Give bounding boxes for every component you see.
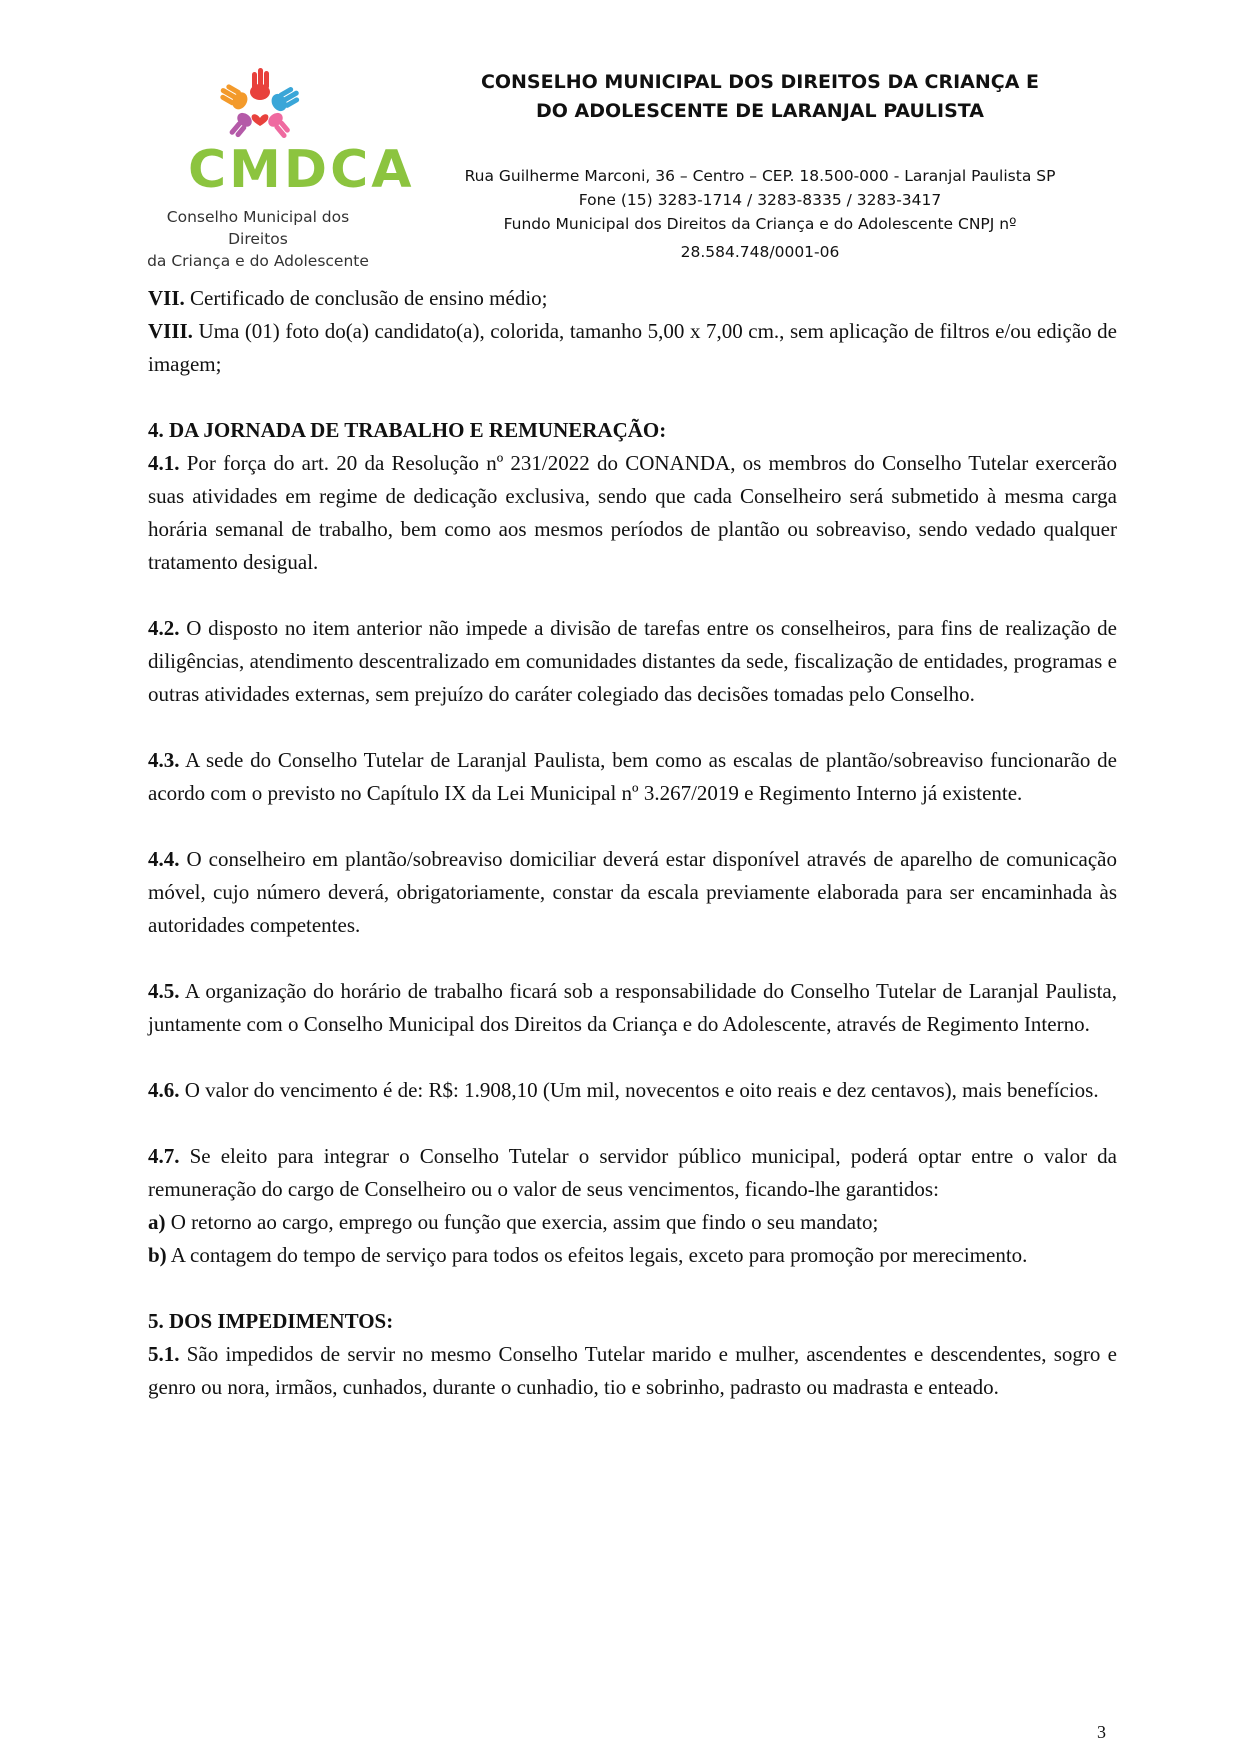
item-label: a) [148,1210,166,1234]
cmdca-logo [138,66,415,270]
logo-subtitle-line: da Criança e do Adolescente [147,252,369,270]
list-item-b [148,1239,1117,1272]
paragraph-label: 4.6. [148,1078,180,1102]
paragraph-4-5 [148,975,1117,1041]
hands-emblem-icon [198,66,318,142]
item-text: Uma (01) foto do(a) candidato(a), colorida, tamanho 5,00 x 7,00 cm., sem aplicação de filtros e/ou edição de imagem; [148,319,1117,376]
item-label: VII. [148,286,185,310]
logo-subtitle [138,206,378,272]
orange-hand-icon [216,82,250,112]
paragraph-text: O valor do vencimento é de: R$: 1.908,10 (Um mil, novecentos e oito reais e dez centavos), mais benefícios. [179,1078,1099,1102]
paragraph-label: 4.2. [148,616,180,640]
paragraph-label: 4.4. [148,847,180,871]
paragraph-4-3 [148,744,1117,810]
phone: Fone (15) 3283-1714 / 3283-8335 / 3283-3417 [578,191,942,209]
paragraph-label: 4.5. [148,979,180,1003]
paragraph-text: A sede do Conselho Tutelar de Laranjal Paulista, bem como as escalas de plantão/sobreaviso funcionarão de acordo com o previsto no Capítulo IX da Lei Municipal nº 3.267/2019 e Regimento Interno já existente. [148,748,1117,805]
paragraph-4-2 [148,612,1117,711]
paragraph-4-1 [148,447,1117,579]
paragraph-text: Por força do art. 20 da Resolução nº 231/2022 do CONANDA, os membros do Conselho Tutelar exercerão suas atividades em regime de dedicação exclusiva, sendo que cada Conselheiro será submetido à mesma carga horária semanal de trabalho, bem como aos mesmos períodos de plantão ou sobreaviso, sendo vedado qualquer tratamento desigual. [148,451,1117,574]
pink-hand-icon [265,110,294,140]
organization-title-line: DO ADOLESCENTE DE LARANJAL PAULISTA [535,100,984,122]
paragraph-4-6 [148,1074,1117,1107]
organization-title-line: CONSELHO MUNICIPAL DOS DIREITOS DA CRIANÇA E [480,71,1040,93]
section-5-title: 5. DOS IMPEDIMENTOS: [148,1309,394,1333]
item-label: b) [148,1243,167,1267]
page-number: 3 [1097,1722,1106,1742]
paragraph-label: 4.7. [148,1144,180,1168]
paragraph-label: 5.1. [148,1342,180,1366]
logo-wordmark: CMDCA [188,140,415,200]
purple-hand-icon [226,110,255,140]
paragraph-text: O conselheiro em plantão/sobreaviso domiciliar deverá estar disponível através de aparelho de comunicação móvel, cujo número deverá, obrigatoriamente, constar da escala previamente elaborada para ser encaminhada às autoridades competentes. [148,847,1117,937]
item-text: O retorno ao cargo, emprego ou função que exercia, assim que findo o seu mandato; [165,1210,879,1234]
blue-hand-icon [269,84,303,114]
organization-title [400,68,1120,126]
fund-name: Fundo Municipal dos Direitos da Criança e do Adolescente CNPJ nº [503,215,1017,233]
item-text: A contagem do tempo de serviço para todos os efeitos legais, exceto para promoção por merecimento. [166,1243,1028,1267]
item-text: Certificado de conclusão de ensino médio; [184,286,548,310]
paragraph-4-7 [148,1140,1117,1206]
item-label: VIII. [148,319,193,343]
section-4-title: 4. DA JORNADA DE TRABALHO E REMUNERAÇÃO: [148,418,667,442]
list-item-viii [148,315,1117,381]
paragraph-label: 4.1. [148,451,180,475]
paragraph-text: O disposto no item anterior não impede a divisão de tarefas entre os conselheiros, para fins de realização de diligências, atendimento descentralizado em comunidades distantes da sede, fiscalização de entidades, programas e outras atividades externas, sem prejuízo do caráter colegiado das decisões tomadas pelo Conselho. [148,616,1117,706]
paragraph-text: A organização do horário de trabalho ficará sob a responsabilidade do Conselho Tutelar de Laranjal Paulista, juntamente com o Conselho Municipal dos Direitos da Criança e do Adolescente, através de Regimento Interno. [148,979,1117,1036]
organization-contact [400,164,1120,264]
list-item-vii [148,282,1117,315]
paragraph-label: 4.3. [148,748,180,772]
paragraph-4-4 [148,843,1117,942]
list-item-a [148,1206,1117,1239]
red-hand-icon [250,68,270,100]
address: Rua Guilherme Marconi, 36 – Centro – CEP. 18.500-000 - Laranjal Paulista SP [464,167,1056,185]
letterhead [0,0,1241,270]
paragraph-5-1 [148,1338,1117,1404]
paragraph-text: Se eleito para integrar o Conselho Tutelar o servidor público municipal, poderá optar entre o valor da remuneração do cargo de Conselheiro ou o valor de seus vencimentos, ficando-lhe garantidos: [148,1144,1117,1201]
paragraph-text: São impedidos de servir no mesmo Conselho Tutelar marido e mulher, ascendentes e descendentes, sogro e genro ou nora, irmãos, cunhados, durante o cunhadio, tio e sobrinho, padrasto ou madrasta e enteado. [148,1342,1117,1399]
logo-subtitle-line: Conselho Municipal dos Direitos [166,208,350,248]
cnpj: 28.584.748/0001-06 [680,243,840,261]
heart-icon [252,114,269,126]
document-body [148,282,1117,1404]
